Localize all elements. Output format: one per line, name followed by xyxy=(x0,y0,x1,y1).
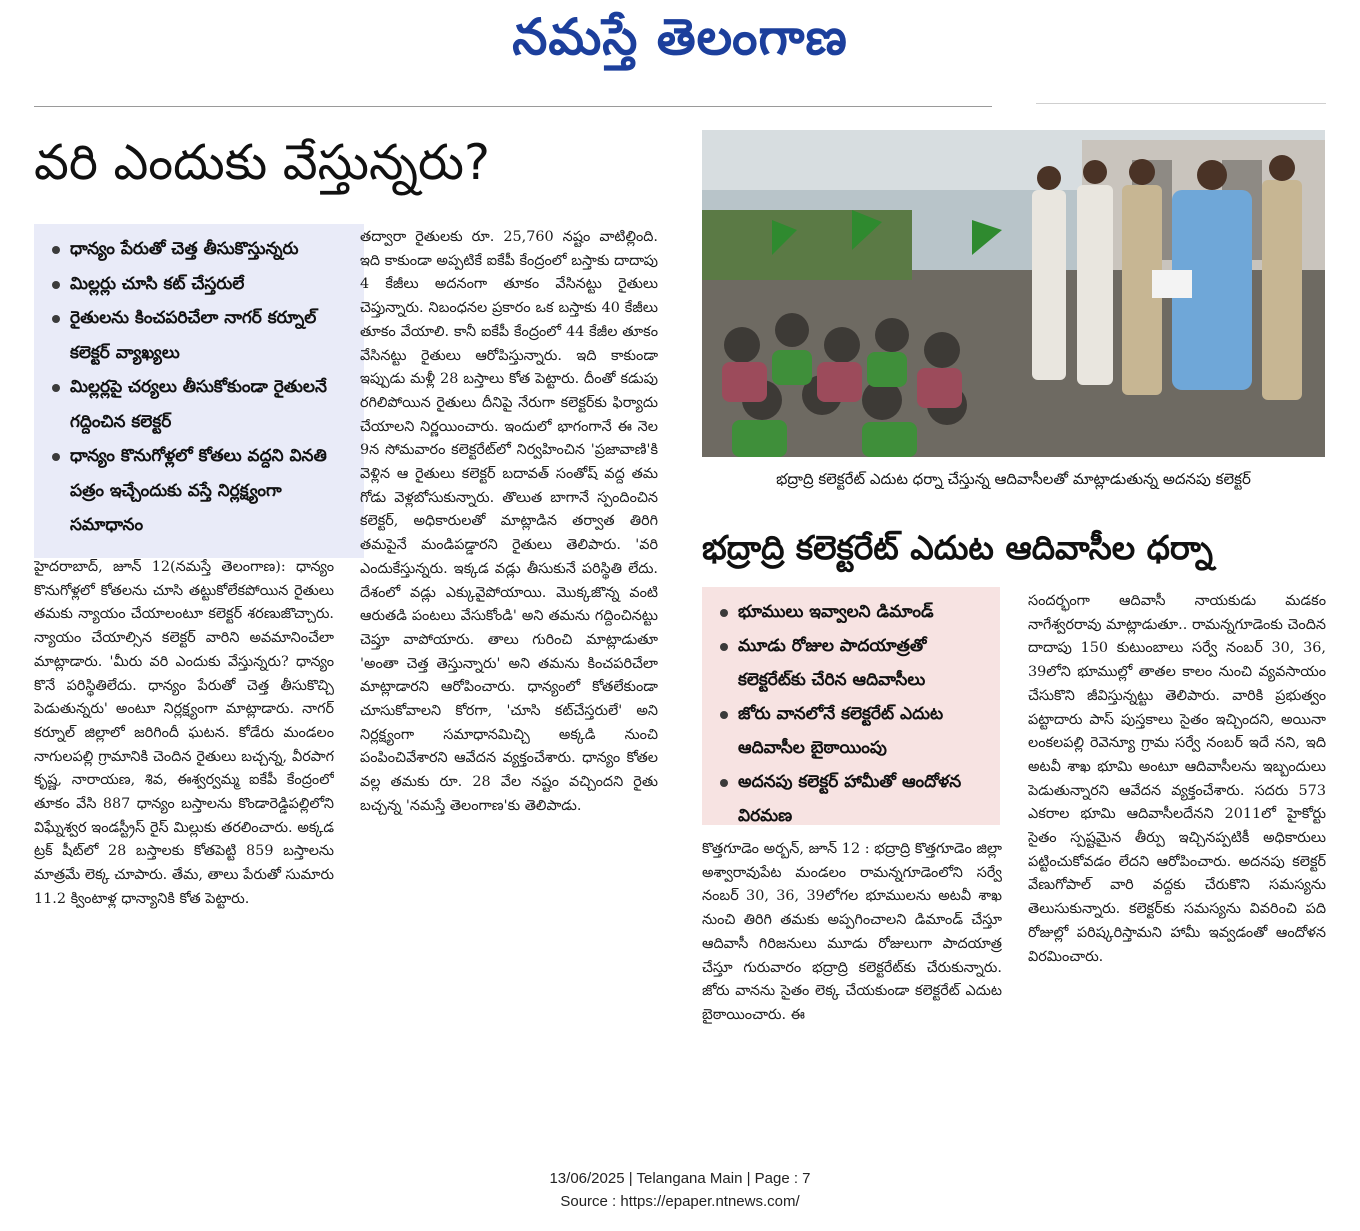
highlight-item: ధాన్యం కొనుగోళ్లలో కోతలు వద్దని వినతి పత్రం ఇచ్చేందుకు వస్తే నిర్లక్ష్యంగా సమాధానం xyxy=(48,439,354,543)
story1-column-2: తద్వారా రైతులకు రూ. 25,760 నష్టం వాటిల్లింది. ఇది కాకుండా అప్పటికే ఐకేపీ కేంద్రంలో బస్తాకు దాదాపు 4 కేజీలు అదనంగా తూకం వేసినట్టు రైతులు చెప్తున్నారు. నిబంధనల ప్రకారం ఒక బస్తాకు 40 కేజీలు తూకం వేయాలి. కానీ ఐకేపీ కేంద్రంలో 44 కేజీల తూకం వేసినట్టు రైతులు ఆరోపిస్తున్నారు. ఇది కాకుండా ఇప్పుడు మళ్లీ 28 బస్తాలు కోత పెట్టారు. దీంతో కడుపు రగిలిపోయిన రైతులు దీనిపై నేరుగా కలెక్టర్‌కు ఫిర్యాదు చేయాలని నిర్ణయించారు. ఇందులో భాగంగానే ఈ నెల 9న సోమవారం కలెక్టరేట్‌లో నిర్వహించిన 'ప్రజావాణి'కి వెళ్లిన ఆ రైతులు కలెక్టర్ బదావత్ సంతోష్ వద్ద తమ గోడు వెళ్లబోసుకున్నారు. తొలుత బాగానే స్పందించిన కలెక్టర్, అధికారులతో మాట్లాడిన తర్వాత తిరిగి తమపైనే మండిపడ్డారని రైతులు తెలిపారు. 'వరి ఎందుకేస్తున్నరు. ఇక్కడ వడ్లు తీసుకునే పరిస్థితి లేదు. దేశంలో వడ్లు ఎక్కువైపోయాయి. మొక్కజొన్న వంటి ఆరుతడి పంటలు వేసుకోండి' అని తమను గద్దించినట్టు చెప్తూ వాపోయారు. తాలు గురించి మాట్లాడుతూ 'అంతా చెత్త తెస్తున్నారు' అని తమను కించపరిచేలా మాట్లాడారని ఆరోపించారు. ధాన్యంలో కోతలేకుండా చూసుకోవాలని కోరగా, 'చూసి కట్‌చేస్తరులే' అని నిర్లక్ష్యంగా సమాధానమిచ్చి అక్కడి నుంచి పంపించివేశారని ఆవేదన వ్యక్తంచేశారు. ధాన్యం కోతల వల్ల తమకు రూ. 28 వేల నష్టం వచ్చిందని రైతు బచ్చన్న 'నమస్తే తెలంగాణ'కు తెలిపాడు. xyxy=(360,229,658,814)
dharna-photo-illustration xyxy=(702,130,1325,457)
story2-highlights xyxy=(702,587,1000,825)
highlight-item: జోరు వానలోనే కలెక్టరేట్ ఎదుట ఆదివాసీల బైఠాయింపు xyxy=(716,697,990,765)
story1-column-1: హైదరాబాద్, జూన్ 12(నమస్తే తెలంగాణ): ధాన్యం కొనుగోళ్లలో కోతలను చూసి తట్టుకోలేకపోయిన రైతులు తమకు న్యాయం చేయాలంటూ కలెక్టర్ శరణుజొచ్చారు. న్యాయం చేయాల్సిన కలెక్టర్ వారిని అవమానించేలా మాట్లాడారు. 'మీరు వరి ఎందుకు వేస్తున్నరు? ధాన్యం కొనే పరిస్థితిలేదు. ధాన్యం పేరుతో చెత్త తీసుకొచ్చి పెడుతున్నరు' అంటూ నిర్లక్ష్యంగా మాట్లాడారు. నాగర్ కర్నూల్ జిల్లాలో జరిగిందీ ఘటన. కోడేరు మండలం నాగులపల్లి గ్రామానికి చెందిన రైతులు బచ్చన్న, వీరపాగ కృష్ణ, నారాయణ, శివ, ఈశ్వర్వమ్మ ఐకేపీ కేంద్రంలో తూకం వేసి 887 ధాన్యం బస్తాలను కొండారెడ్డిపల్లిలోని విఘ్నేశ్వర ఇండస్ట్రీస్ రైస్ మిల్లుకు తరలించారు. అక్కడ ట్రక్ షీట్‌లో 28 బస్తాలకు కోతపెట్టి 859 బస్తాలను మాత్రమే లెక్క చూపారు. తేమ, తాలు పేరుతో సుమారు 11.2 క్వింటాళ్ల ధాన్యానికి కోత పెట్టారు. xyxy=(34,559,334,907)
highlight-item: మూడు రోజుల పాదయాత్రతో కలెక్టరేట్‌కు చేరిన ఆదివాసీలు xyxy=(716,629,990,697)
highlight-item: ధాన్యం పేరుతో చెత్త తీసుకొస్తున్నరు xyxy=(48,232,354,267)
photo-caption: భద్రాద్రి కలెక్టరేట్ ఎదుట ధర్నా చేస్తున్న ఆదివాసీలతో మాట్లాడుతున్న అదనపు కలెక్టర్ xyxy=(776,470,1251,488)
highlight-item: మిల్లర్లపై చర్యలు తీసుకోకుండా రైతులనే గద్దించిన కలెక్టర్ xyxy=(48,370,354,439)
highlight-item: అదనపు కలెక్టర్ హామీతో ఆందోళన విరమణ xyxy=(716,765,990,833)
story2-column-1: కొత్తగూడెం అర్బన్, జూన్ 12 : భద్రాద్రి కొత్తగూడెం జిల్లా అశ్వారావుపేట మండలం రామన్నగూడెంలోని సర్వే నంబర్ 30, 36, 39లోగల భూములను అటవీ శాఖ నుంచి తిరిగి తమకు అప్పగించాలని డిమాండ్ చేస్తూ ఆదివాసీ గిరిజనులు మూడు రోజులుగా పాదయాత్ర చేస్తూ గురువారం భద్రాద్రి కలెక్టరేట్‌కు చేరుకున్నారు. జోరు వానను సైతం లెక్క చేయకుండా కలెక్టరేట్ ఎదుట బైఠాయించారు. ఈ xyxy=(702,841,1002,1023)
story2-column-2: సందర్భంగా ఆదివాసీ నాయకుడు మడకం నాగేశ్వరరావు మాట్లాడుతూ.. రామన్నగూడెంకు చెందిన దాదాపు 150 కుటుంబాలు సర్వే నంబర్ 30, 36, 39లోని భూముల్లో తాతల కాలం నుంచి వ్యవసాయం చేసుకొని జీవిస్తున్నట్టు తెలిపారు. వారికి ప్రభుత్వం పట్టాదారు పాస్ పుస్తకాలు సైతం ఇచ్చిందని, అయినా లంకలపల్లి రెవెన్యూ గ్రామ సర్వే నంబర్ ఇదే నని, ఇది అటవీ శాఖ భూమి అంటూ ఆదివాసీలను ఇబ్బందులు పెడుతున్నారని ఆవేదన వ్యక్తంచేశారు. సదరు 573 ఎకరాల భూమి ఆదివాసీలదేనని 2011లో హైకోర్టు సైతం స్పష్టమైన తీర్పు ఇచ్చినప్పటికీ అధికారులు పట్టించుకోవడం లేదని ఆరోపించారు. అదనపు కలెక్టర్ వేణుగోపాల్ వారి వద్దకు చేరుకొని సమస్యను తెలుసుకున్నారు. కలెక్టర్‌కు సమస్యను వివరించి పది రోజుల్లో పరిష్కరిస్తామని హామీ ఇవ్వడంతో ఆందోళన విరమించారు. xyxy=(1028,593,1326,965)
top-rule-right xyxy=(1036,103,1326,104)
footer-source-link[interactable]: Source : https://epaper.ntnews.com/ xyxy=(560,1193,800,1210)
story1-highlights xyxy=(34,224,364,558)
top-rule-left xyxy=(34,106,992,107)
footer-edition-info: 13/06/2025 | Telangana Main | Page : 7 xyxy=(549,1170,811,1187)
masthead-logo: నమస్తే తెలంగాణ xyxy=(512,8,848,66)
highlight-item: రైతులను కించపరిచేలా నాగర్ కర్నూల్ కలెక్టర్ వ్యాఖ్యలు xyxy=(48,301,354,370)
highlight-item: భూములు ఇవ్వాలని డిమాండ్ xyxy=(716,595,990,629)
story2-headline: భద్రాద్రి కలెక్టరేట్ ఎదుట ఆదివాసీల ధర్నా xyxy=(702,528,1213,567)
dharna-photo xyxy=(702,130,1325,457)
highlight-item: మిల్లర్లు చూసి కట్ చేస్తరులే xyxy=(48,267,354,302)
story1-headline: వరి ఎందుకు వేస్తున్నరు? xyxy=(34,134,490,191)
